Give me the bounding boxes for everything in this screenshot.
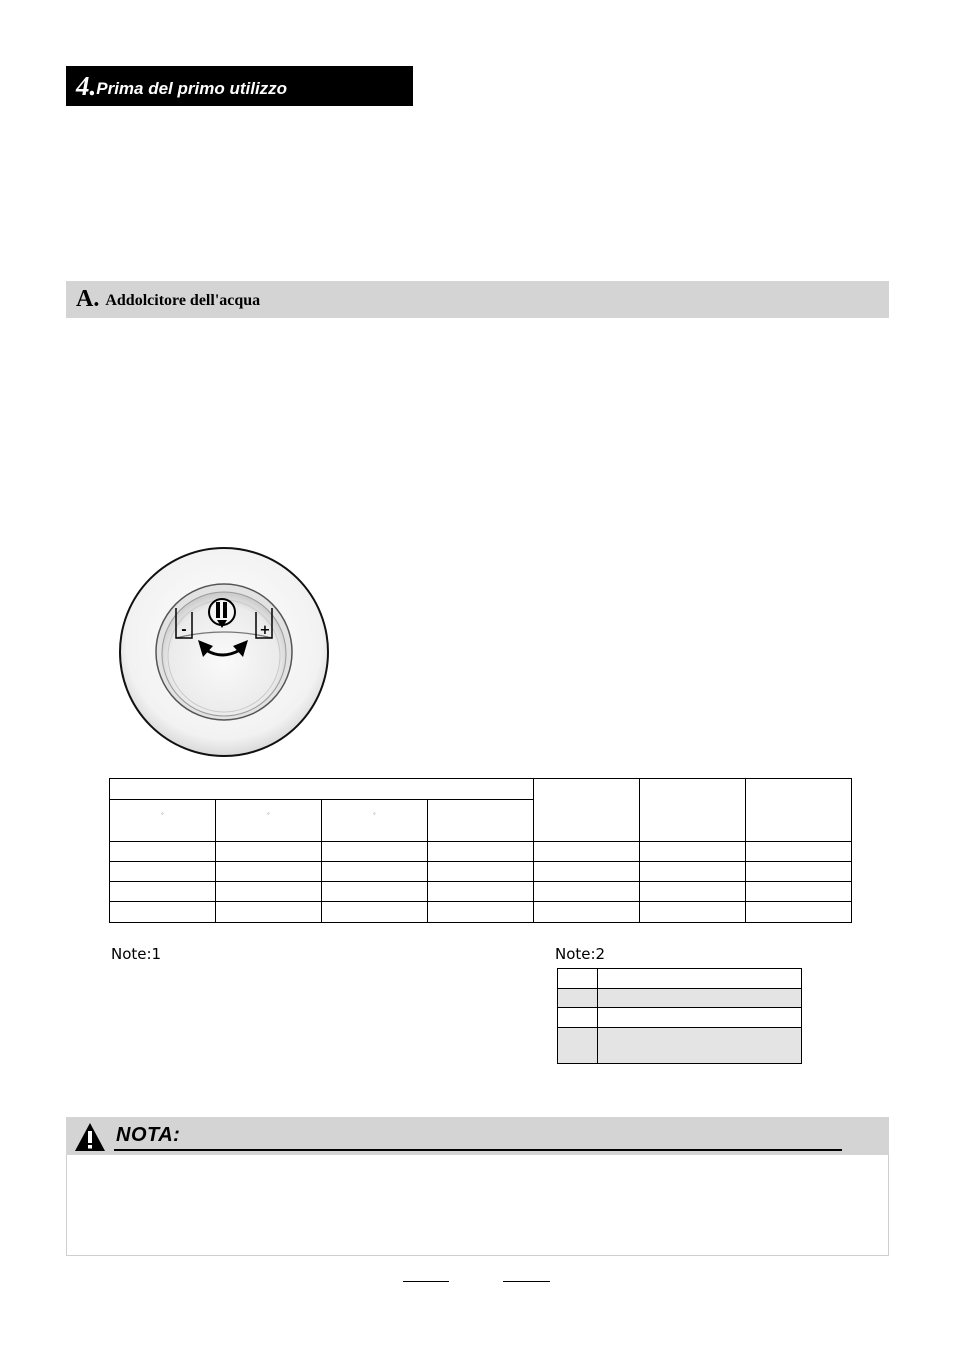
unit-header-cell-3: ° [322,800,428,842]
water-softener-dial-illustration [118,546,330,758]
table-row [110,902,852,923]
section-a-header [66,281,889,318]
plus-sign: + [259,623,271,638]
table-header-cell-7 [746,779,852,842]
nota-title: NOTA: [116,1124,181,1146]
note-2-label: Note:2 [555,945,606,963]
note-1-label: Note:1 [111,945,162,963]
unit-header-cell-2: ° [216,800,322,842]
table-row [558,1008,802,1028]
table-header-cell-6 [640,779,746,842]
unit-header-cell-4 [428,800,534,842]
note-2-table [557,968,802,1064]
table-row [110,882,852,902]
unit-header-cell-1: ° [110,800,216,842]
nota-underline [114,1149,842,1151]
section-a-letter: A. [76,286,100,312]
table-row [110,862,852,882]
table-header-cell-5 [534,779,640,842]
section-title: Prima del primo utilizzo [96,78,288,98]
section-a-title: Addolcitore dell'acqua [105,292,261,309]
footer-line-left [403,1281,449,1282]
table-row [558,989,802,1008]
table-row [558,969,802,989]
minus-sign: - [181,623,187,638]
water-hardness-table [109,778,852,923]
hardness-units-header [110,779,534,800]
footer-line-right [503,1281,550,1282]
table-row [558,1028,802,1064]
table-row [110,842,852,862]
section-number: 4. [76,70,97,101]
section-4-header [66,66,413,106]
warning-icon [74,1122,106,1152]
